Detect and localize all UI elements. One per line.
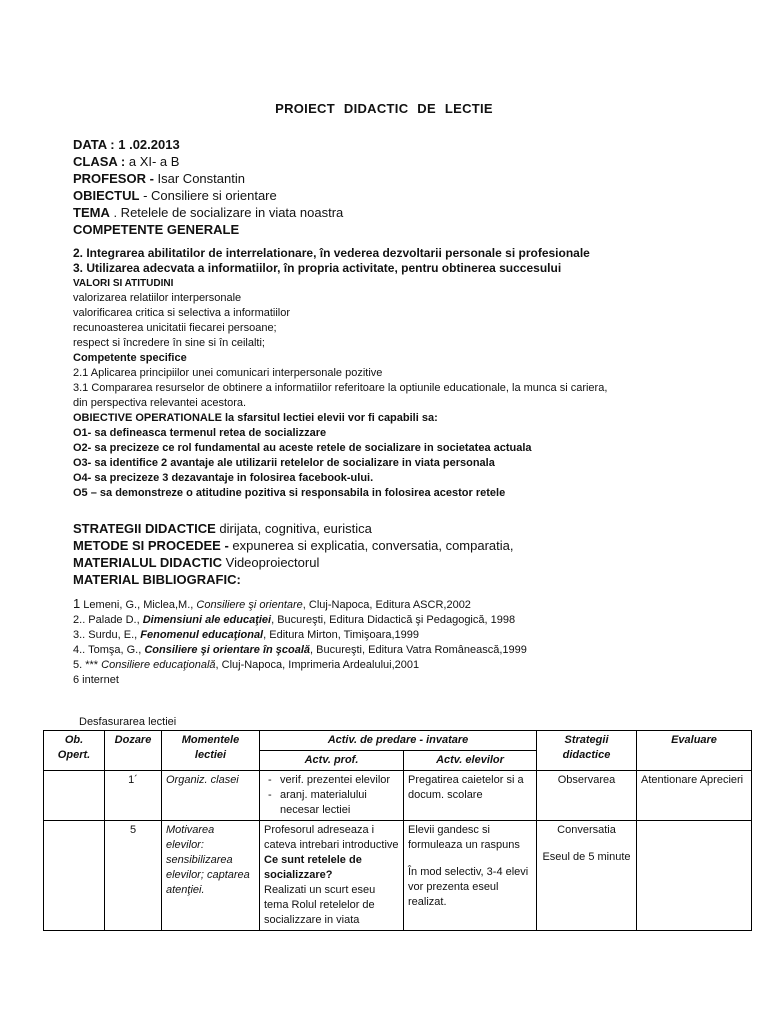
prof-task-text: Realizati un scurt eseu tema Rolul retelelor de socializzare in viata xyxy=(264,884,376,926)
cell-dozare: 1´ xyxy=(105,771,162,821)
cell-actv-elevi xyxy=(404,821,537,931)
header-teacher: PROFESOR - Isar Constantin xyxy=(73,171,245,186)
objective-item: O5 – sa demonstreze o atitudine pozitiva si responsabila in folosirea acestor retele xyxy=(73,487,506,499)
list-item: - verif. prezentei elevilor xyxy=(274,773,399,788)
bibliography-item: 1 Lemeni, G., Miclea,M., Consiliere şi orientare, Cluj-Napoca, Editura ASCR,2002 xyxy=(73,596,471,611)
cell-strategii xyxy=(537,821,637,931)
specific-competence-item: 2.1 Aplicarea principiilor unei comunicari interpersonale pozitive xyxy=(73,367,383,379)
general-competences-list xyxy=(73,246,753,276)
bibliography-item: 3.. Surdu, E., Fenomenul educaţional, Editura Mirton, Timişoara,1999 xyxy=(73,629,420,641)
elevi-text-2: În mod selectiv, 3-4 elevi vor prezenta eseul realizat. xyxy=(408,866,529,908)
objective-item: O4- sa precizeze 3 dezavantaje in folosirea facebook-ului. xyxy=(73,472,374,484)
value-item: valorificarea critica si selectiva a informatiilor xyxy=(73,307,291,319)
cell-actv-elevi: Pregatirea caietelor si a docum. scolare xyxy=(404,771,537,821)
header-theme: TEMA . Retelele de socializare in viata noastra xyxy=(73,205,344,220)
general-competence-item: 2. Integrarea abilitatilor de interrelationare, în vederea dezvoltarii personale si profesionale xyxy=(73,246,590,260)
values-heading: VALORI SI ATITUDINI xyxy=(73,278,174,289)
header-dozare: Dozare xyxy=(105,731,162,771)
header-subject: OBIECTUL - Consiliere si orientare xyxy=(73,188,277,203)
header-class: CLASA : a XI- a B xyxy=(73,154,180,169)
objective-item: O1- sa defineasca termenul retea de socializzare xyxy=(73,427,327,439)
document-title: PROIECT DIDACTIC DE LECTIE xyxy=(275,101,493,116)
objective-item: O3- sa identifice 2 avantaje ale utilizarii retelelor de socializare in viata personala xyxy=(73,457,495,469)
lesson-header xyxy=(73,136,753,238)
header-activ: Activ. de predare - invatare xyxy=(260,731,537,751)
bibliography-item: 6 internet xyxy=(73,674,119,686)
elevi-text-1: Elevii gandesc si formuleaza un raspuns xyxy=(408,824,520,851)
cell-evaluare: Atentionare Aprecieri xyxy=(637,771,752,821)
competences-section xyxy=(73,246,753,501)
table-caption: Desfasurarea lectiei xyxy=(79,716,177,728)
cell-ob xyxy=(44,771,105,821)
cell-moment: Motivarea elevilor: sensibilizarea elevilor; captarea atenţiei. xyxy=(162,821,260,931)
material-row: MATERIALUL DIDACTIC Videoproiectorul xyxy=(73,555,320,570)
header-momentele: Momentele lectiei xyxy=(162,731,260,771)
cell-evaluare xyxy=(637,821,752,931)
header-strategii: Strategii didactice xyxy=(537,731,637,771)
specific-competence-item: din perspectiva relevantei acestora. xyxy=(73,397,247,409)
strategy-text-2: Eseul de 5 minute xyxy=(542,851,631,863)
value-item: recunoasterea unicitatii fiecarei persoane; xyxy=(73,322,277,334)
cell-strategii: Observarea xyxy=(537,771,637,821)
prof-activity-list xyxy=(264,773,399,818)
table-row xyxy=(44,771,752,821)
header-ob-opert: Ob. Opert. xyxy=(44,731,105,771)
methods-row: METODE SI PROCEDEE - expunerea si explicatia, conversatia, comparatia, xyxy=(73,538,514,553)
cell-actv-prof xyxy=(260,821,404,931)
objective-item: O2- sa precizeze ce rol fundamental au aceste retele de socializare in societatea actuala xyxy=(73,442,532,454)
prof-question-text: Ce sunt retelele de socializzare? xyxy=(264,854,362,881)
bibliography-heading: MATERIAL BIBLIOGRAFIC: xyxy=(73,572,241,587)
bibliography-item: 5. *** Consiliere educaţională, Cluj-Napoca, Imprimeria Ardealului,2001 xyxy=(73,659,420,671)
specific-competence-item: 3.1 Compararea resurselor de obtinere a informatiilor referitoare la optiunile educationale, la munca si cariera, xyxy=(73,382,608,394)
header-date: DATA : 1 .02.2013 xyxy=(73,137,180,152)
strategies-section xyxy=(73,520,753,588)
objectives-heading: OBIECTIVE OPERATIONALE la sfarsitul lectiei elevii vor fi capabili sa: xyxy=(73,412,438,424)
value-item: valorizarea relatiilor interpersonale xyxy=(73,292,242,304)
bibliography-item: 4.. Tomşa, G., Consiliere şi orientare în şcoală, Bucureşti, Editura Vatra Românească,1999 xyxy=(73,644,527,656)
table-row xyxy=(44,821,752,931)
cell-ob xyxy=(44,821,105,931)
cell-actv-prof xyxy=(260,771,404,821)
value-item: respect si încredere în sine si în ceilalti; xyxy=(73,337,265,349)
list-item: - aranj. materialului necesar lectiei xyxy=(274,788,399,818)
header-actv-elevilor: Actv. elevilor xyxy=(404,751,537,771)
general-competence-item: 3. Utilizarea adecvata a informatiilor, în propria activitate, pentru obtinerea succesului xyxy=(73,261,562,275)
strategy-row: STRATEGII DIDACTICE dirijata, cognitiva, euristica xyxy=(73,521,372,536)
specific-competences-heading: Competente specifice xyxy=(73,352,187,364)
cell-moment: Organiz. clasei xyxy=(162,771,260,821)
prof-intro-text: Profesorul adreseaza i cateva intrebari introductive xyxy=(264,824,399,851)
bibliography-list xyxy=(73,596,753,688)
values-list xyxy=(73,276,753,501)
header-evaluare: Evaluare xyxy=(637,731,752,771)
header-general-competences: COMPETENTE GENERALE xyxy=(73,222,240,237)
cell-dozare: 5 xyxy=(105,821,162,931)
header-actv-prof: Actv. prof. xyxy=(260,751,404,771)
strategy-text-1: Conversatia xyxy=(557,824,616,836)
bibliography-item: 2.. Palade D., Dimensiuni ale educaţiei, Bucureşti, Editura Didactică şi Pedagogică, 1998 xyxy=(73,614,516,626)
table-header-row xyxy=(44,731,752,751)
lesson-table xyxy=(43,730,752,931)
